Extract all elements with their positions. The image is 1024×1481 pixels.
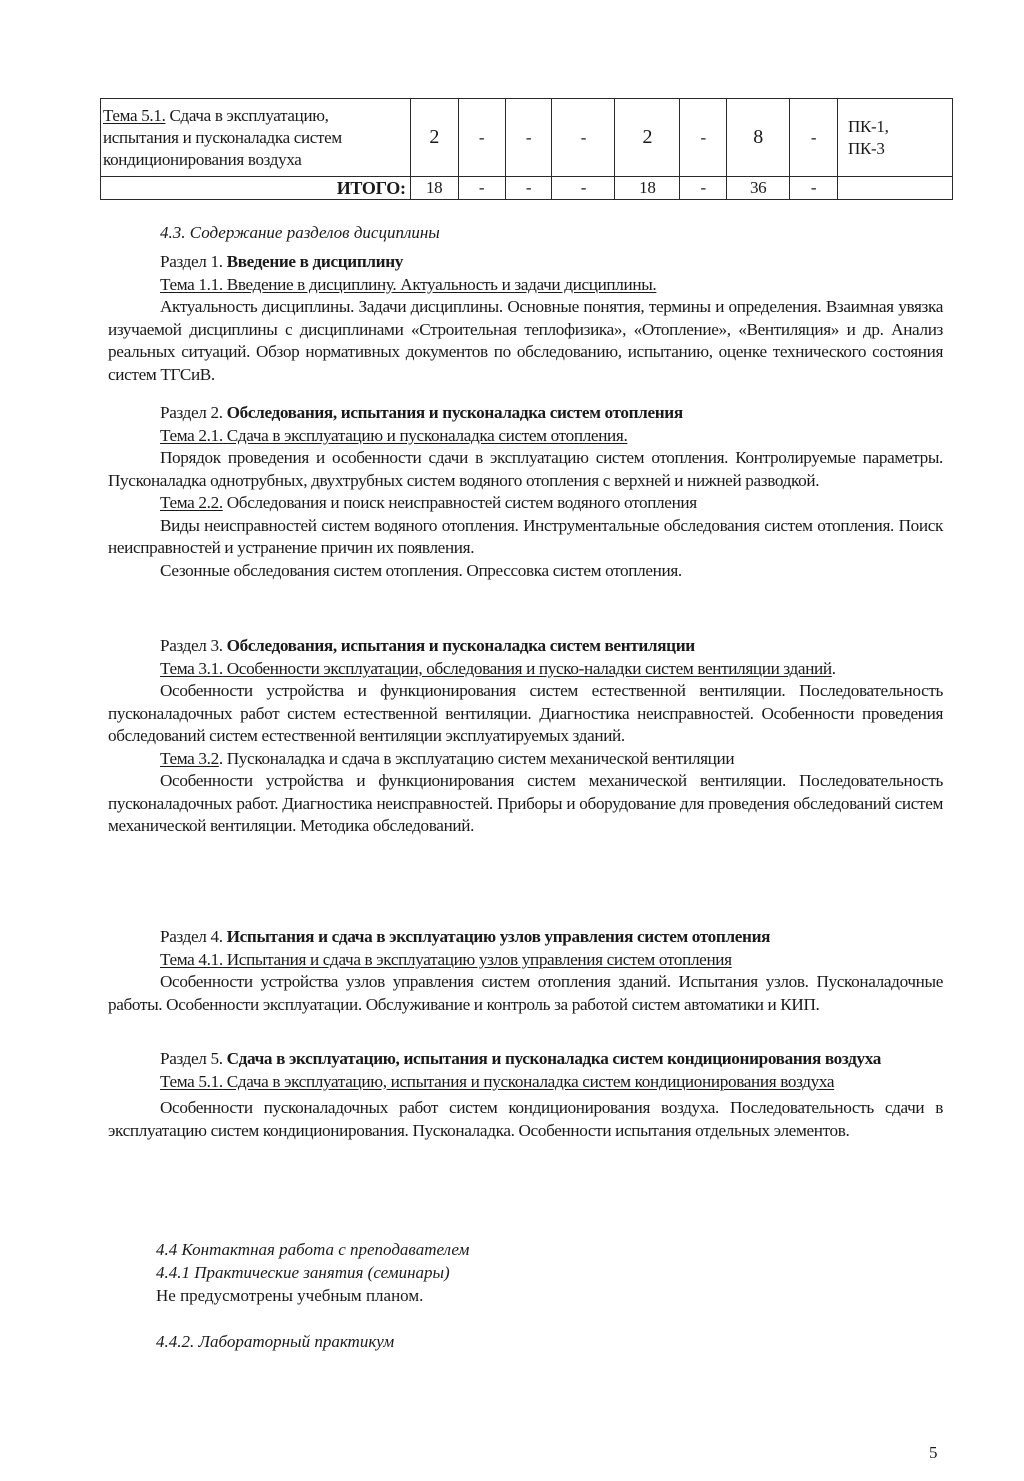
section-prefix: Раздел 1. (160, 252, 227, 271)
table-cell: - (458, 99, 505, 177)
topic-paragraph: Особенности устройства и функционирования систем механической вентиляции. Последовательность пусконаладочных работ. Диагностика неисправностей. Приборы и оборудование для проведения обследований систем механической вентиляции. Методика обследований. (108, 771, 943, 835)
table-row-topic-5-1 (101, 99, 953, 177)
section-prefix: Раздел 4. (160, 927, 227, 946)
section-title: Сдача в эксплуатацию, испытания и пусконаладка систем кондиционирования воздуха (226, 1049, 882, 1068)
competency: ПК-3 (848, 138, 885, 158)
competency: ПК-1, (848, 116, 889, 136)
section-title: Испытания и сдача в эксплуатацию узлов управления систем отопления (226, 927, 771, 946)
topic-paragraph: Актуальность дисциплины. Задачи дисциплины. Основные понятия, термины и определения. Взаимная увязка изучаемой дисциплины с дисциплинами «Строительная теплофизика», «Отопление», «Вентиляция» и др. Анализ реальных ситуаций. Обзор нормативных документов по обследованию, испытанию, оценке технического состояния систем ТГСиВ. (108, 297, 943, 384)
section-2 (108, 402, 943, 582)
table-cell: 8 (727, 99, 790, 177)
topic-paragraph: Особенности устройства узлов управления систем отопления зданий. Испытания узлов. Пусконаладочные работы. Особенности эксплуатации. Обслуживание и контроль за работой систем автоматики и КИП. (108, 972, 943, 1014)
section-heading-4-4: 4.4 Контактная работа с преподавателем (156, 1240, 470, 1259)
table-cell: 18 (615, 177, 680, 200)
topic-title: Обследования и поиск неисправностей систем водяного отопления (222, 493, 697, 512)
topic-title: Тема 5.1. Сдача в эксплуатацию, испытания и пусконаладка систем кондиционирования воздуха (160, 1071, 835, 1091)
topic-title: Тема 2.1. Сдача в эксплуатацию и пусконаладка систем отопления. (160, 425, 628, 445)
page-number: 5 (929, 1443, 938, 1462)
topic-paragraph: Виды неисправностей систем водяного отопления. Инструментальные обследования систем отопления. Поиск неисправностей и устранение причин их появления. (108, 515, 943, 557)
topic-paragraph: Особенности пусконаладочных работ систем кондиционирования воздуха. Последовательность сдачи в эксплуатацию систем кондиционирования. Пусконаладка. Особенности испытания отдельных элементов. (108, 1098, 943, 1140)
section-heading-4-4-1: 4.4.1 Практические занятия (семинары) (156, 1263, 450, 1282)
table-cell: - (505, 177, 552, 200)
topic-title: . Пусконаладка и сдача в эксплуатацию систем механической вентиляции (218, 748, 735, 768)
hours-table (100, 98, 953, 200)
table-cell: - (790, 99, 838, 177)
section-5 (108, 1048, 943, 1142)
topic-paragraph: Сезонные обследования систем отопления. Опрессовка систем отопления. (160, 560, 682, 580)
table-cell (838, 177, 953, 200)
section-4-4-1-text: Не предусмотрены учебным планом. (156, 1286, 424, 1305)
table-cell: - (680, 177, 727, 200)
table-cell: 2 (615, 99, 680, 177)
topic-title: Сдача в эксплуатацию, испытания и пусконаладка систем кондиционирования воздуха (103, 105, 342, 169)
topic-paragraph: Порядок проведения и особенности сдачи в эксплуатацию систем отопления. Контролируемые параметры. Пусконаладка однотрубных, двухтрубных систем водяного отопления с верхней и нижней разводкой. (108, 448, 943, 490)
topic-title: Тема 4.1. Испытания и сдача в эксплуатацию узлов управления систем отопления (160, 949, 732, 969)
table-cell: - (552, 99, 615, 177)
table-cell: - (505, 99, 552, 177)
topic-paragraph: Особенности устройства и функционирования систем естественной вентиляции. Последовательность пусконаладочных работ систем естественной вентиляции. Диагностика неисправностей. Особенности проведения обследований систем естественной вентиляции эксплуатируемых зданий. (108, 681, 943, 745)
section-4-4 (156, 1238, 469, 1353)
section-title: Обследования, испытания и пусконаладка систем вентиляции (226, 636, 695, 655)
table-row-total (101, 177, 953, 200)
topic-name-cell (101, 99, 411, 177)
table-cell: - (680, 99, 727, 177)
topic-label: Тема 3.2 (160, 748, 219, 768)
topic-title: Тема 1.1. Введение в дисциплину. Актуальность и задачи дисциплины. (160, 274, 657, 294)
section-prefix: Раздел 5. (160, 1049, 227, 1068)
section-3: Раздел 3. Обследования, испытания и пусконаладка систем вентиляции Тема 3.1. Особенности эксплуатации, обследования и пуско-наладки систем вентиляции зданий. Особенности устройства и функционирования систем естественной вентиляции. Последовательность пусконаладочных работ систем естественной вентиляции. Диагностика неисправностей. Особенности проведения обследований систем естественной вентиляции эксплуатируемых зданий. Тема 3.2. Пусконаладка и сдача в эксплуатацию систем механической вентиляции Особенности устройства и функционирования систем механической вентиляции. Последовательность пусконаладочных работ. Диагностика неисправностей. Приборы и оборудование для проведения обследований систем механической вентиляции. Методика обследований. (108, 635, 943, 838)
section-heading-4-4-2: 4.4.2. Лабораторный практикум (156, 1332, 395, 1351)
topic-label: Тема 5.1. (103, 105, 166, 125)
table-cell: 18 (410, 177, 458, 200)
table-cell: - (458, 177, 505, 200)
section-4 (108, 926, 943, 1016)
section-1 (108, 251, 943, 386)
table-cell: 2 (410, 99, 458, 177)
table-cell: - (790, 177, 838, 200)
topic-label: Тема 2.2. (160, 493, 223, 512)
section-title: Обследования, испытания и пусконаладка систем отопления (226, 403, 683, 422)
topic-title: Тема 3.1. Особенности эксплуатации, обследования и пуско-наладки систем вентиляции зданий (160, 658, 832, 678)
table-cell: - (552, 177, 615, 200)
section-title: Введение в дисциплину (226, 252, 404, 271)
section-heading-4-3: 4.3. Содержание разделов дисциплины (160, 223, 440, 242)
table-cell: 36 (727, 177, 790, 200)
total-label: ИТОГО: (101, 177, 411, 200)
competencies-cell (838, 99, 953, 177)
section-prefix: Раздел 2. (160, 403, 227, 422)
section-prefix: Раздел 3. (160, 636, 227, 655)
